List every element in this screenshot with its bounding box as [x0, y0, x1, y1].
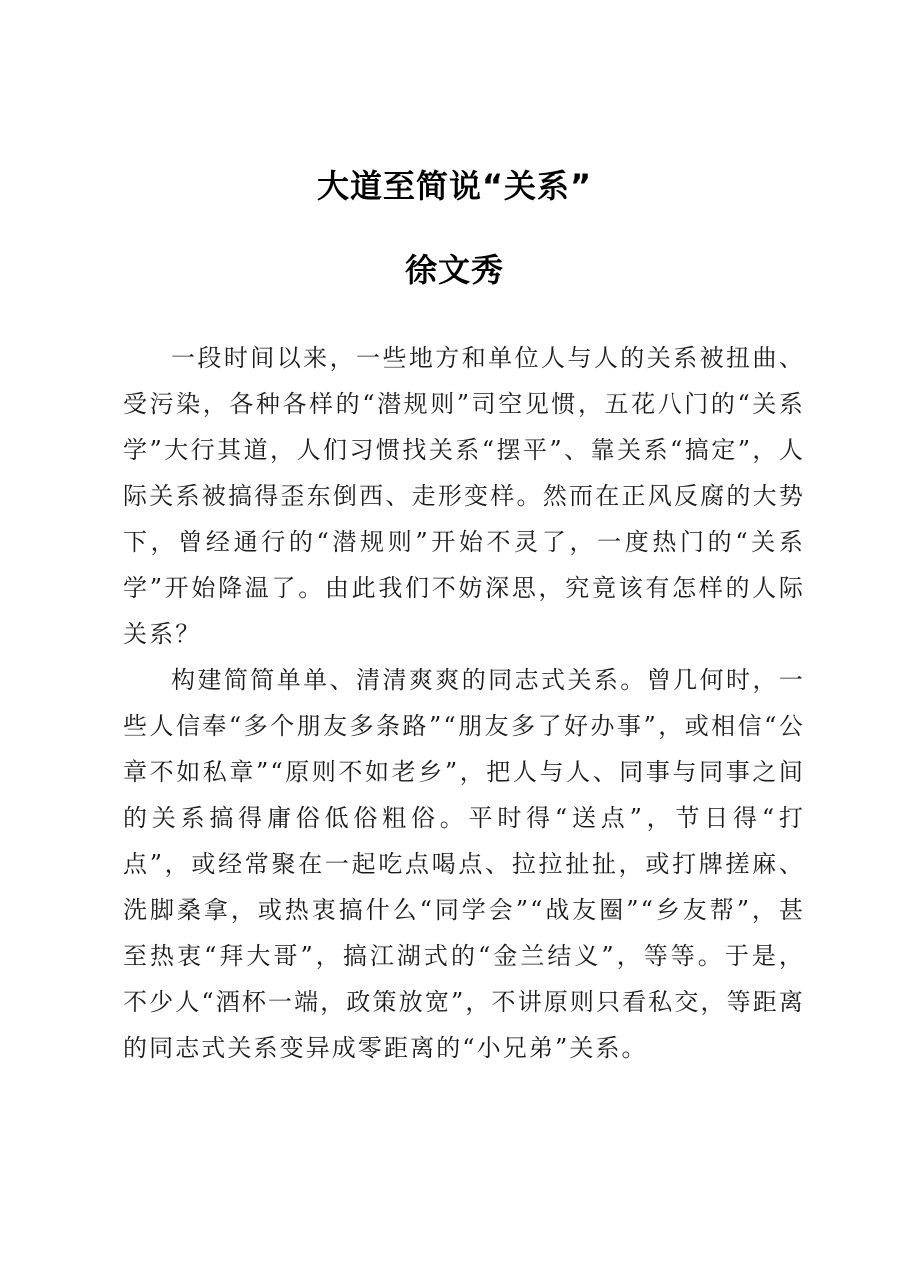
- paragraph-1: 一段时间以来，一些地方和单位人与人的关系被扭曲、受污染，各种各样的“潜规则”司空见惯，五花八门的“关系学”大行其道，人们习惯找关系“摆平”、靠关系“搞定”，人际关系被搞得歪东倒西、走形变样。然而在正风反腐的大势下，曾经通行的“潜规则”开始不灵了，一度热门的“关系学”开始降温了。由此我们不妨深思，究竟该有怎样的人际关系？: [123, 344, 805, 648]
- document-body: [123, 335, 805, 1071]
- paragraph-2: 构建简简单单、清清爽爽的同志式关系。曾几何时，一些人信奉“多个朋友多条路”“朋友多了好办事”，或相信“公章不如私章”“原则不如老乡”，把人与人、同事与同事之间的关系搞得庸俗低俗粗俗。平时得“送点”，节日得“打点”，或经常聚在一起吃点喝点、拉拉扯扯，或打牌搓麻、洗脚桑拿，或热衷搞什么“同学会”“战友圈”“乡友帮”，甚至热衷“拜大哥”，搞江湖式的“金兰结义”，等等。于是，不少人“酒杯一端，政策放宽”，不讲原则只看私交，等距离的同志式关系变异成零距离的“小兄弟”关系。: [123, 666, 805, 1062]
- document-title: 大道至简说“关系”: [316, 167, 593, 205]
- document-author: 徐文秀: [404, 251, 504, 289]
